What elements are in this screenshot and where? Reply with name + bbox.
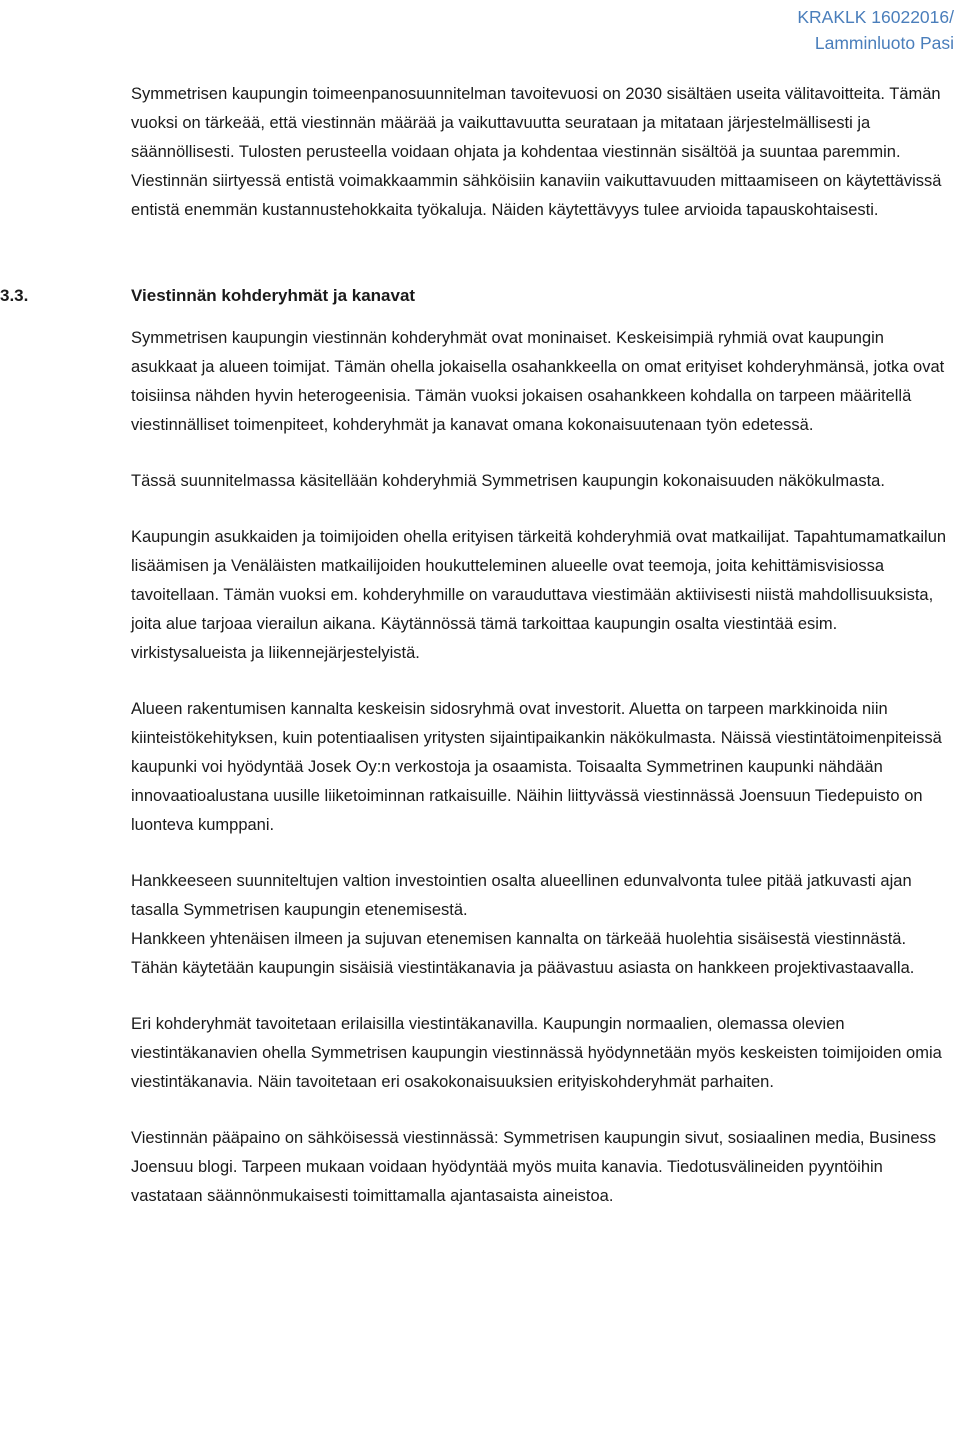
page-header	[797, 4, 954, 56]
paragraph-tourists: Kaupungin asukkaiden ja toimijoiden ohella erityisen tärkeitä kohderyhmiä ovat matkailijat. Tapahtumamatkailun lisäämisen ja Venäläisten matkailijoiden houkutteleminen alueelle ovat teemoja, joita kehittämisvisiossa tavoitellaan. Tämän vuoksi em. kohderyhmille on varauduttava viestimään aktiivisesti niistä mahdollisuuksista, joita alue tarjoaa vierailun aikana. Käytännössä tämä tarkoittaa kaupungin osalta viestintää esim. virkistysalueista ja liikennejärjestelyistä.	[131, 528, 947, 662]
paragraph-electronic-communication: Viestinnän pääpaino on sähköisessä viestinnässä: Symmetrisen kaupungin sivut, sosiaalinen media, Business Joensuu blogi. Tarpeen mukaan voidaan hyödyntää myös muita kanavia. Tiedotusvälineiden pyyntöihin vastataan säännönmukaisesti toimittamalla ajantasaista aineistoa.	[131, 1129, 936, 1205]
document-body	[0, 80, 954, 1211]
section-number: 3.3.	[0, 286, 29, 305]
paragraph-internal-communication: Hankkeen yhtenäisen ilmeen ja sujuvan etenemisen kannalta on tärkeää huolehtia sisäisestä viestinnästä. Tähän käytetään kaupungin sisäisiä viestintäkanavia ja päävastuu asiasta on hankkeen projektivastaavalla.	[131, 930, 915, 977]
paragraph-channels: Eri kohderyhmät tavoitetaan erilaisilla viestintäkanavilla. Kaupungin normaalien, olemassa olevien viestintäkanavien ohella Symmetrisen kaupungin viestinnässä hyödynnetään myös keskeisten toimijoiden omia viestintäkanavia. Näin tavoitetaan eri osakokonaisuuksien erityiskohderyhmät parhaiten.	[131, 1015, 942, 1091]
paragraph-target-groups: Symmetrisen kaupungin viestinnän kohderyhmät ovat moninaiset. Keskeisimpiä ryhmiä ovat kaupungin asukkaat ja alueen toimijat. Tämän ohella jokaisella osahankkeella on omat erityiset kohderyhmänsä, jotka ovat toisiinsa nähden hyvin heterogeenisia. Tämän vuoksi jokaisen osahankkeen kohdalla on tarpeen määritellä viestinnälliset toimenpiteet, kohderyhmät ja kanavat omana kokonaisuutenaan työn edetessä.	[131, 329, 945, 434]
document-id: KRAKLK 16022016/	[797, 7, 954, 27]
author-name: Lamminluoto Pasi	[814, 33, 954, 53]
section-heading	[0, 281, 954, 310]
intro-paragraph: Symmetrisen kaupungin toimeenpanosuunnitelman tavoitevuosi on 2030 sisältäen useita välitavoitteita. Tämän vuoksi on tärkeää, että viestinnän määrää ja vaikuttavuutta seurataan ja mitataan järjestelmällisesti ja säännöllisesti. Tulosten perusteella voidaan ohjata ja kohdentaa viestinnän sisältöä ja suuntaa paremmin. Viestinnän siirtyessä entistä voimakkaammin sähköisiin kanaviin vaikuttavuuden mittaamiseen on käytettävissä entistä enemmän kustannustehokkaita työkaluja. Näiden käytettävyys tulee arvioida tapauskohtaisesti.	[131, 85, 942, 219]
paragraph-investors: Alueen rakentumisen kannalta keskeisin sidosryhmä ovat investorit. Aluetta on tarpeen markkinoida niin kiinteistökehityksen, kuin potentiaalisen yritysten sijaintipaikankin näkökulmasta. Näissä viestintätoimenpiteissä kaupunki voi hyödyntää Josek Oy:n verkostoja ja osaamista. Toisaalta Symmetrinen kaupunki nähdään innovaatioalustana uusille liiketoiminnan ratkaisuille. Näihin liittyvässä viestinnässä Joensuun Tiedepuisto on luonteva kumppani.	[131, 700, 942, 834]
section-title: Viestinnän kohderyhmät ja kanavat	[131, 286, 416, 305]
paragraph-city-perspective: Tässä suunnitelmassa käsitellään kohderyhmiä Symmetrisen kaupungin kokonaisuuden näkökulmasta.	[131, 472, 885, 490]
paragraph-state-investments: Hankkeeseen suunniteltujen valtion investointien osalta alueellinen edunvalvonta tulee pitää jatkuvasti ajan tasalla Symmetrisen kaupungin etenemisestä.	[131, 872, 912, 919]
